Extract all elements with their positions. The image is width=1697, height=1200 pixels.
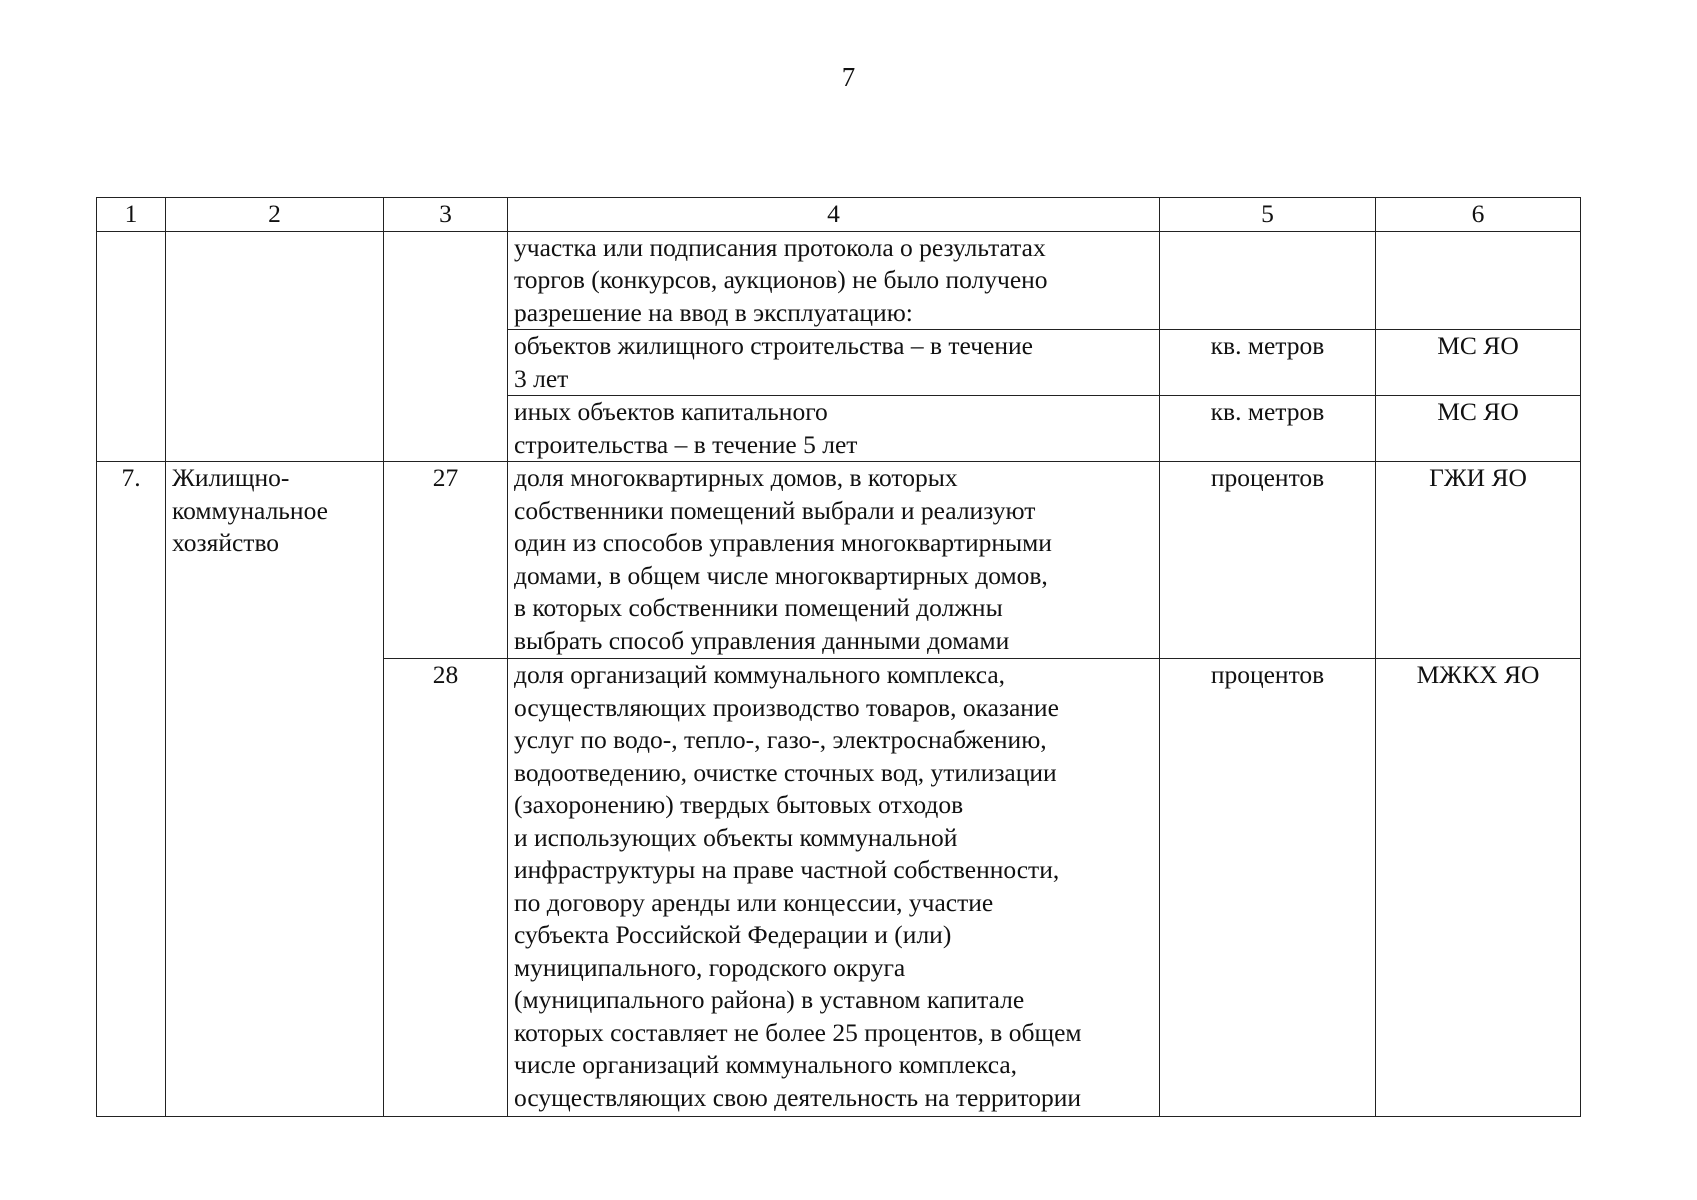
table-row: [97, 231, 1581, 330]
indicator-description-cell: [508, 462, 1160, 659]
description-line: осуществляющих свою деятельность на территории: [514, 1082, 1082, 1112]
description-line: инфраструктуры на праве частной собственности,: [514, 855, 1060, 884]
page-number: 7: [841, 62, 856, 92]
description-line: числе организаций коммунального комплекса,: [514, 1050, 1018, 1079]
description-line: строительства – в течение 5 лет: [514, 429, 858, 459]
column-header: 6: [1376, 198, 1581, 232]
description-line: иных объектов капитального: [514, 397, 828, 426]
column-header: 2: [166, 198, 384, 232]
description-line: по договору аренды или концессии, участие: [514, 887, 994, 917]
indicator-description-cell: [508, 396, 1160, 462]
description-line: разрешение на ввод в эксплуатацию:: [514, 297, 913, 327]
description-line: доля многоквартирных домов, в которых: [514, 463, 958, 492]
indicator-index-cell: [384, 231, 508, 462]
description-line: объектов жилищного строительства – в течение: [514, 331, 1033, 360]
table-header-row: [97, 198, 1581, 232]
column-header: 4: [508, 198, 1160, 232]
responsible-org-cell: МС ЯО: [1376, 396, 1581, 462]
column-header: 5: [1160, 198, 1376, 232]
description-line: (захоронению) твердых бытовых отходов: [514, 790, 964, 819]
description-line: 3 лет: [514, 363, 569, 393]
column-header: 3: [384, 198, 508, 232]
description-line: муниципального, городского округа: [514, 952, 906, 982]
unit-cell: кв. метров: [1160, 396, 1376, 462]
description-line: и использующих объекты коммунальной: [514, 822, 958, 852]
responsible-org-cell: МС ЯО: [1376, 330, 1581, 396]
indicator-description-cell: [508, 659, 1160, 1117]
description-line: услуг по водо-, тепло-, газо-, электроснабжению,: [514, 725, 1047, 754]
section-cell: [166, 231, 384, 462]
description-line: торгов (конкурсов, аукционов) не было получено: [514, 265, 1048, 294]
description-line: выбрать способ управления данными домами: [514, 625, 1010, 655]
description-line: участка или подписания протокола о результатах: [514, 232, 1046, 262]
unit-cell: процентов: [1160, 462, 1376, 659]
description-line: субъекта Российской Федерации и (или): [514, 920, 952, 949]
description-line: один из способов управления многоквартирными: [514, 528, 1052, 557]
description-line: осуществляющих производство товаров, оказание: [514, 692, 1059, 722]
indicator-description-cell: [508, 330, 1160, 396]
description-line: домами, в общем числе многоквартирных домов,: [514, 560, 1048, 590]
indicator-index-cell: 28: [384, 659, 508, 1117]
section-cell: [166, 462, 384, 1117]
section-line: хозяйство: [172, 528, 280, 557]
unit-cell: процентов: [1160, 659, 1376, 1117]
description-line: доля организаций коммунального комплекса,: [514, 660, 1006, 689]
description-line: (муниципального района) в уставном капитале: [514, 985, 1025, 1014]
column-header: 1: [97, 198, 166, 232]
indicator-index-cell: 27: [384, 462, 508, 659]
table-row: [97, 462, 1581, 659]
unit-cell: [1160, 231, 1376, 330]
description-line: водоотведению, очистке сточных вод, утилизации: [514, 757, 1057, 787]
indicator-description-cell: [508, 231, 1160, 330]
section-line: Жилищно-: [172, 463, 290, 492]
unit-cell: кв. метров: [1160, 330, 1376, 396]
description-line: которых составляет не более 25 процентов, в общем: [514, 1017, 1082, 1047]
row-number-cell: 7.: [97, 462, 166, 1117]
responsible-org-cell: ГЖИ ЯО: [1376, 462, 1581, 659]
section-line: коммунальное: [172, 495, 328, 525]
indicator-table: [96, 197, 1581, 1117]
row-number-cell: [97, 231, 166, 462]
description-line: в которых собственники помещений должны: [514, 593, 1003, 622]
responsible-org-cell: [1376, 231, 1581, 330]
description-line: собственники помещений выбрали и реализуют: [514, 495, 1036, 525]
responsible-org-cell: МЖКХ ЯО: [1376, 659, 1581, 1117]
